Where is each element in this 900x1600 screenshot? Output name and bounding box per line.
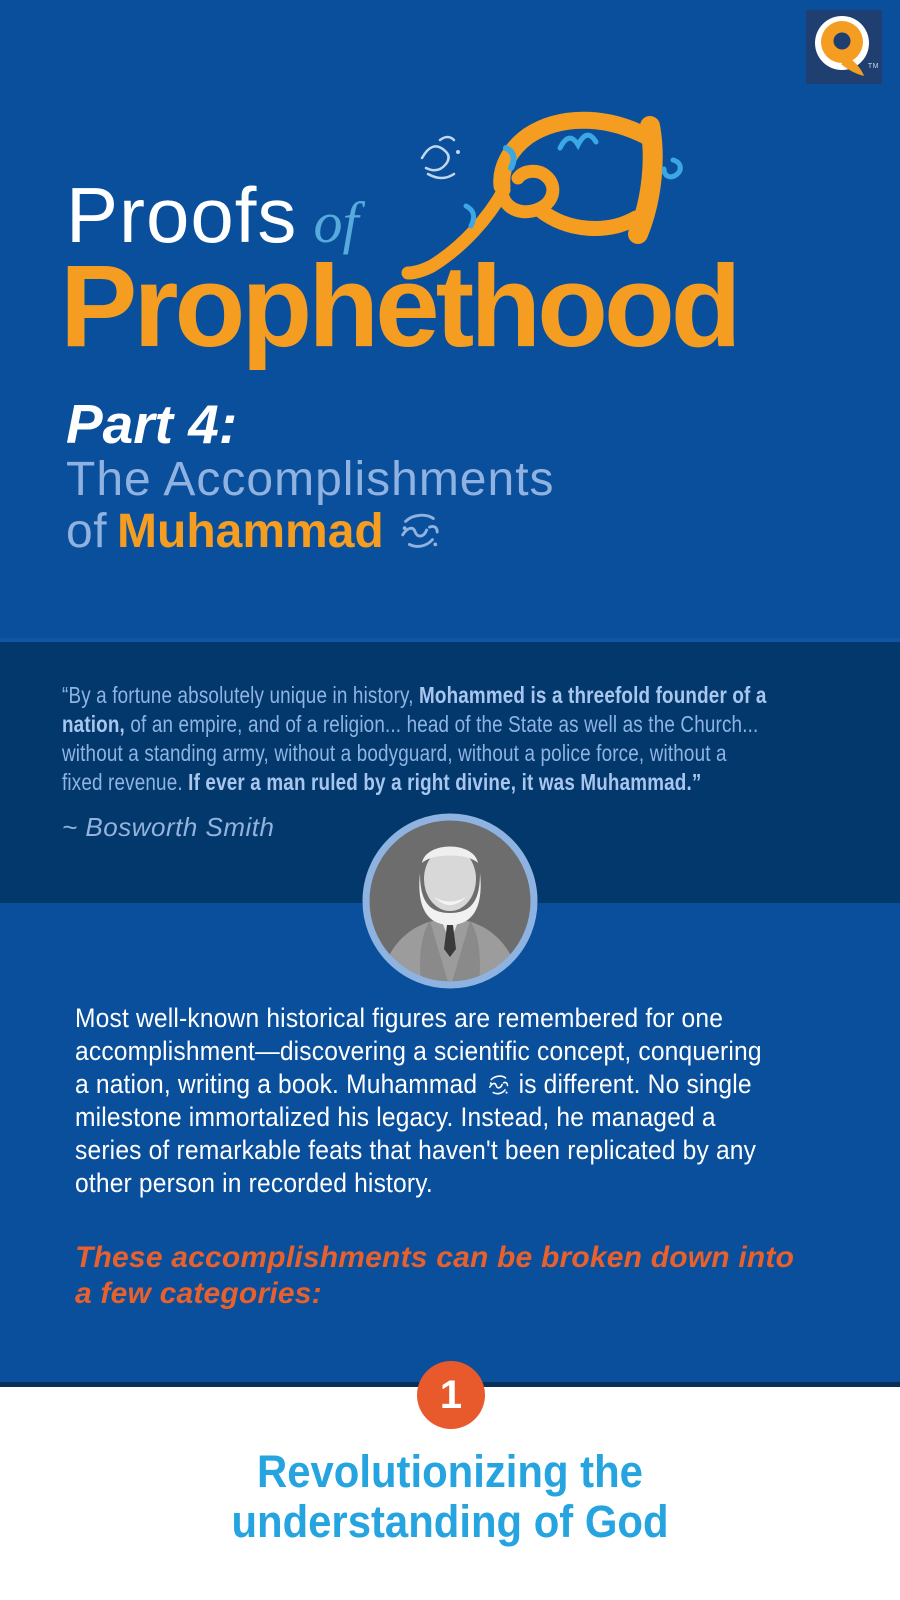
category-number: 1	[439, 1372, 463, 1417]
body-line: milestone immortalized his legacy. Instead, he managed a	[75, 1102, 716, 1132]
intro-line: a few categories:	[75, 1277, 322, 1310]
quote-line: nation, of an empire, and of a religion... head of the State as well as the Church...	[62, 711, 759, 737]
quote-line: fixed revenue. If ever a man ruled by a right divine, it was Muhammad.”	[62, 769, 702, 795]
part-label: Part 4:	[66, 393, 238, 455]
category-title-line1: Revolutionizing the	[257, 1446, 643, 1497]
header	[0, 0, 900, 638]
subtitle-line2	[66, 504, 442, 559]
sallallahu-alayhi-wasallam-icon	[396, 508, 442, 554]
honorific-ornament	[422, 137, 454, 178]
body-line: series of remarkable feats that haven't been replicated by any	[75, 1135, 757, 1165]
category-title-line2: understanding of God	[231, 1496, 669, 1547]
body-line: a nation, writing a book. Muhammad is different. No single	[75, 1069, 752, 1099]
title-of: of	[313, 190, 359, 255]
categories-intro	[75, 1240, 900, 1312]
body-paragraph	[75, 1002, 826, 1200]
category-number-badge	[417, 1361, 485, 1429]
trademark-label: TM	[867, 63, 879, 70]
intro-line: These accomplishments can be broken down into	[75, 1241, 795, 1274]
sallallahu-alayhi-wasallam-icon	[486, 1072, 510, 1098]
yaqeen-logo-icon	[806, 10, 882, 84]
subtitle-line1: The Accomplishments	[66, 453, 555, 506]
title-proofs: Proofs	[66, 171, 298, 259]
quote-line: without a standing army, without a bodyguard, without a police force, without a	[62, 740, 727, 766]
quote-line: “By a fortune absolutely unique in history, Mohammed is a threefold founder of a	[62, 682, 767, 708]
quote-text	[62, 681, 767, 797]
body-line: accomplishment—discovering a scientific concept, conquering	[75, 1036, 762, 1066]
subtitle-of: of	[66, 505, 108, 558]
body-line: Most well-known historical figures are remembered for one	[75, 1003, 724, 1033]
subtitle-muhammad: Muhammad	[117, 505, 384, 558]
quote-attribution: ~ Bosworth Smith	[62, 812, 275, 842]
main-title-line2: Prophethood	[60, 241, 738, 371]
body-line: other person in recorded history.	[75, 1168, 433, 1198]
yaqeen-logo	[806, 10, 882, 84]
bosworth-smith-portrait	[362, 813, 538, 989]
